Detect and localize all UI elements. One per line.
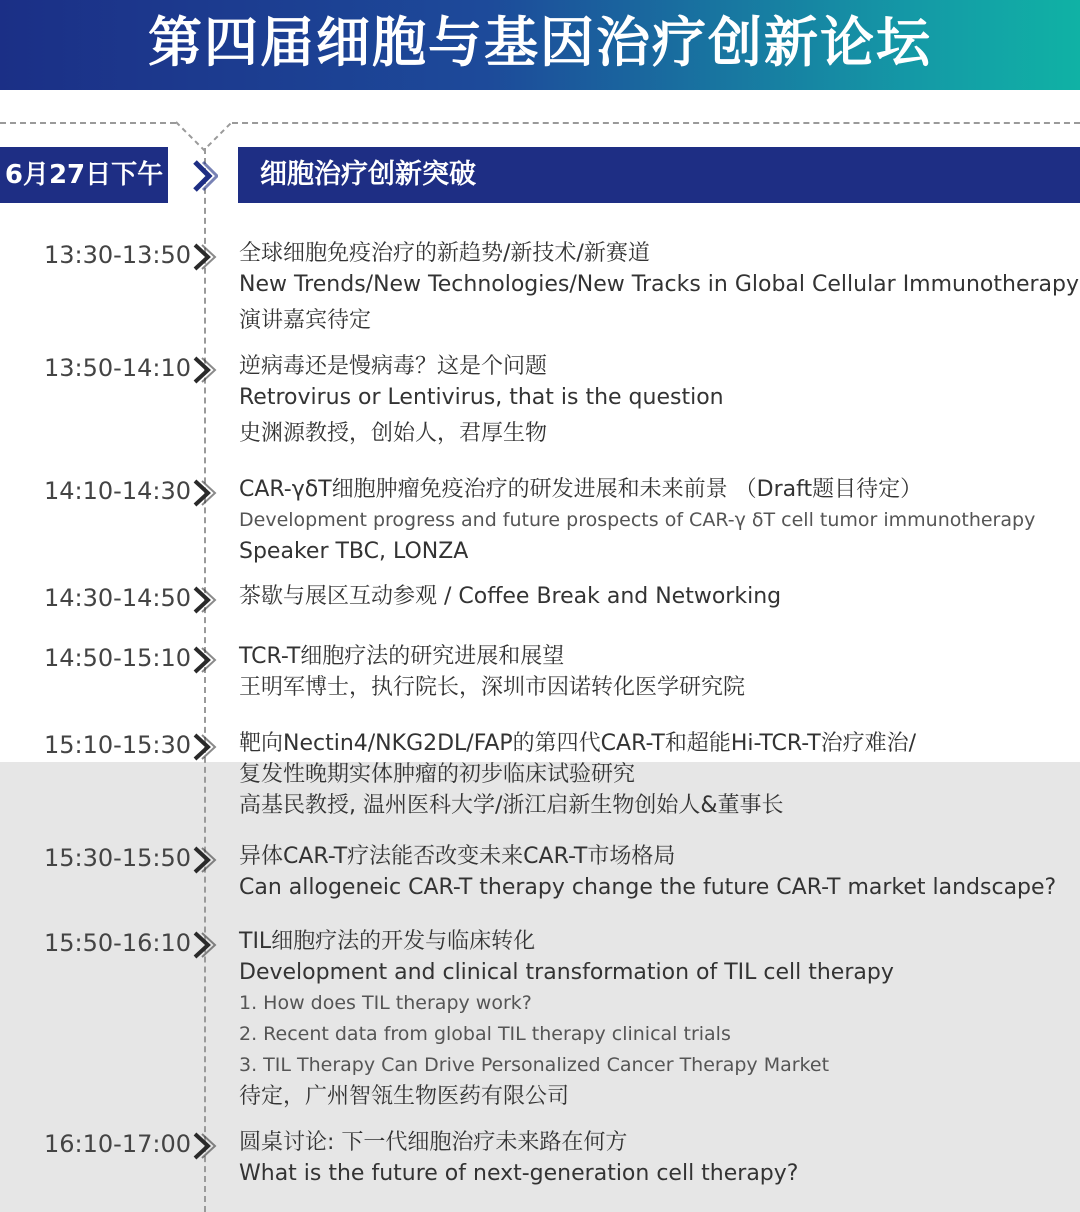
session-title: 细胞治疗创新突破 <box>260 159 476 190</box>
agenda-time: 13:30-13:50 <box>44 241 191 269</box>
agenda-line: 茶歇与展区互动参观 / Coffee Break and Networking <box>239 584 782 609</box>
agenda-line: 异体CAR-T疗法能否改变未来CAR-T市场格局 <box>239 844 676 869</box>
agenda-details <box>239 841 1059 903</box>
agenda-time: 15:50-16:10 <box>44 929 191 957</box>
double-chevron-icon <box>192 159 218 193</box>
date-badge <box>0 147 168 203</box>
agenda-line: 1. How does TIL therapy work? <box>239 992 532 1014</box>
agenda-details <box>239 351 1059 449</box>
agenda-time: 14:10-14:30 <box>44 477 191 505</box>
agenda-details <box>239 1127 1059 1189</box>
agenda-time: 16:10-17:00 <box>44 1130 191 1158</box>
chevron-right-icon <box>191 845 217 875</box>
agenda-line: 2. Recent data from global TIL therapy clinical trials <box>239 1023 731 1045</box>
header-banner <box>0 0 1080 90</box>
agenda-line: TIL细胞疗法的开发与临床转化 <box>239 929 536 954</box>
agenda-line: 复发性晚期实体肿瘤的初步临床试验研究 <box>239 762 636 787</box>
agenda-details <box>239 238 1080 336</box>
agenda-line: What is the future of next-generation cell therapy? <box>239 1161 799 1186</box>
agenda-line: 高基民教授, 温州医科大学/浙江启新生物创始人&董事长 <box>239 793 784 818</box>
agenda-details <box>239 641 1059 703</box>
agenda-line: 靶向Nectin4/NKG2DL/FAP的第四代CAR-T和超能Hi-TCR-T治疗难治/ <box>239 731 917 756</box>
chevron-right-icon <box>191 478 217 508</box>
agenda-time: 14:30-14:50 <box>44 584 191 612</box>
agenda-line: Speaker TBC, LONZA <box>239 539 469 564</box>
chevron-right-icon <box>191 1131 217 1161</box>
agenda-line: 圆桌讨论: 下一代细胞治疗未来路在何方 <box>239 1130 628 1155</box>
agenda-details <box>239 728 1059 821</box>
forum-title: 第四届细胞与基因治疗创新论坛 <box>148 11 932 74</box>
agenda-line: 全球细胞免疫治疗的新趋势/新技术/新赛道 <box>239 241 650 266</box>
agenda-line: Development progress and future prospects of CAR-γ δT cell tumor immunotherapy <box>239 509 1036 531</box>
session-header <box>238 147 1080 203</box>
agenda-time: 14:50-15:10 <box>44 644 191 672</box>
agenda-time: 13:50-14:10 <box>44 354 191 382</box>
chevron-right-icon <box>191 585 217 615</box>
agenda-details <box>239 474 1059 567</box>
agenda-details <box>239 926 1059 1112</box>
agenda-line: 3. TIL Therapy Can Drive Personalized Cancer Therapy Market <box>239 1054 830 1076</box>
agenda-line: 演讲嘉宾待定 <box>239 308 372 333</box>
dashed-divider-left <box>0 122 176 124</box>
chevron-right-icon <box>191 242 217 272</box>
agenda-line: 史渊源教授，创始人，君厚生物 <box>239 421 548 446</box>
chevron-right-icon <box>191 645 217 675</box>
timeline-line <box>204 148 206 1212</box>
agenda-line: New Trends/New Technologies/New Tracks in Global Cellular Immunotherapy <box>239 272 1080 297</box>
agenda-line: 待定，广州智瓴生物医药有限公司 <box>239 1084 570 1109</box>
agenda-line: Can allogeneic CAR-T therapy change the future CAR-T market landscape? <box>239 875 1057 900</box>
chevron-right-icon <box>191 930 217 960</box>
agenda-line: Retrovirus or Lentivirus, that is the question <box>239 385 724 410</box>
date-label: 6月27日下午 <box>4 160 164 190</box>
dashed-divider-right <box>232 122 1080 124</box>
chevron-right-icon <box>191 732 217 762</box>
agenda-time: 15:10-15:30 <box>44 731 191 759</box>
agenda-line: TCR-T细胞疗法的研究进展和展望 <box>239 644 565 669</box>
agenda-line: CAR-γδT细胞肿瘤免疫治疗的研发进展和未来前景 （Draft题目待定） <box>239 477 923 502</box>
agenda-line: 王明军博士，执行院长，深圳市因诺转化医学研究院 <box>239 675 746 700</box>
chevron-right-icon <box>191 355 217 385</box>
agenda-line: 逆病毒还是慢病毒？这是个问题 <box>239 354 548 379</box>
agenda-line: Development and clinical transformation of TIL cell therapy <box>239 960 894 985</box>
agenda-time: 15:30-15:50 <box>44 844 191 872</box>
agenda-details <box>239 581 1059 612</box>
